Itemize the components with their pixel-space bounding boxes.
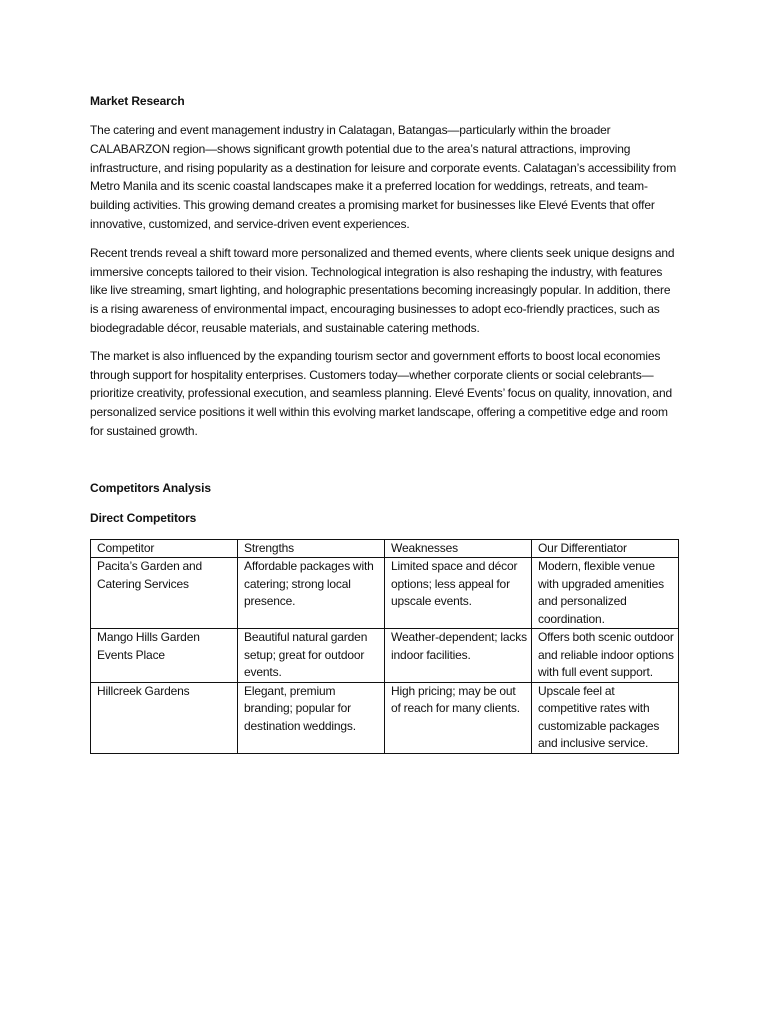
header-strengths: Strengths	[238, 539, 385, 558]
cell-competitor: Pacita’s Garden and Catering Services	[91, 558, 238, 629]
cell-differentiator: Upscale feel at competitive rates with customizable packages and inclusive service.	[532, 682, 679, 753]
cell-strengths: Beautiful natural garden setup; great for outdoor events.	[238, 629, 385, 683]
direct-competitors-heading: Direct Competitors	[90, 510, 197, 525]
cell-competitor: Hillcreek Gardens	[91, 682, 238, 753]
header-weaknesses: Weaknesses	[385, 539, 532, 558]
table-row	[91, 629, 679, 683]
header-differentiator: Our Differentiator	[532, 539, 679, 558]
header-competitor: Competitor	[91, 539, 238, 558]
market-research-heading: Market Research	[90, 94, 185, 108]
table-header-row	[91, 539, 679, 558]
cell-differentiator: Modern, flexible venue with upgraded amenities and personalized coordination.	[532, 558, 679, 629]
competitors-table	[90, 539, 679, 754]
cell-competitor: Mango Hills Garden Events Place	[91, 629, 238, 683]
table-row	[91, 682, 679, 753]
market-research-paragraph-2: Recent trends reveal a shift toward more personalized and themed events, where clients seek unique designs and immersive concepts tailored to their vision. Technological integration is also reshaping the industry, with features like live streaming, smart lighting, and holographic presentations becoming increasingly popular. In addition, there is a rising awareness of environmental impact, encouraging businesses to adopt eco-friendly practices, such as biodegradable décor, reusable materials, and sustainable catering methods.	[90, 245, 675, 335]
cell-strengths: Elegant, premium branding; popular for destination weddings.	[238, 682, 385, 753]
cell-differentiator: Offers both scenic outdoor and reliable indoor options with full event support.	[532, 629, 679, 683]
market-research-paragraph-1: The catering and event management industry in Calatagan, Batangas—particularly within the broader CALABARZON region—shows significant growth potential due to the area’s natural attractions, improving infrastructure, and rising popularity as a destination for leisure and corporate events. Calatagan’s accessibility from Metro Manila and its scenic coastal landscapes make it a preferred location for weddings, retreats, and team-building activities. This growing demand creates a promising market for businesses like Elevé Events that offer innovative, customized, and service-driven event experiences.	[90, 123, 677, 231]
cell-weaknesses: Limited space and décor options; less appeal for upscale events.	[385, 558, 532, 629]
market-research-paragraph-3: The market is also influenced by the expanding tourism sector and government efforts to boost local economies through support for hospitality enterprises. Customers today—whether corporate clients or social celebrants—prioritize creativity, professional execution, and seamless planning. Elevé Events’ focus on quality, innovation, and personalized service positions it well within this evolving market landscape, offering a competitive edge and room for sustained growth.	[90, 348, 672, 438]
table-row	[91, 558, 679, 629]
cell-weaknesses: Weather-dependent; lacks indoor facilities.	[385, 629, 532, 683]
document-page	[90, 92, 680, 754]
cell-weaknesses: High pricing; may be out of reach for many clients.	[385, 682, 532, 753]
competitors-analysis-heading: Competitors Analysis	[90, 480, 211, 495]
cell-strengths: Affordable packages with catering; strong local presence.	[238, 558, 385, 629]
